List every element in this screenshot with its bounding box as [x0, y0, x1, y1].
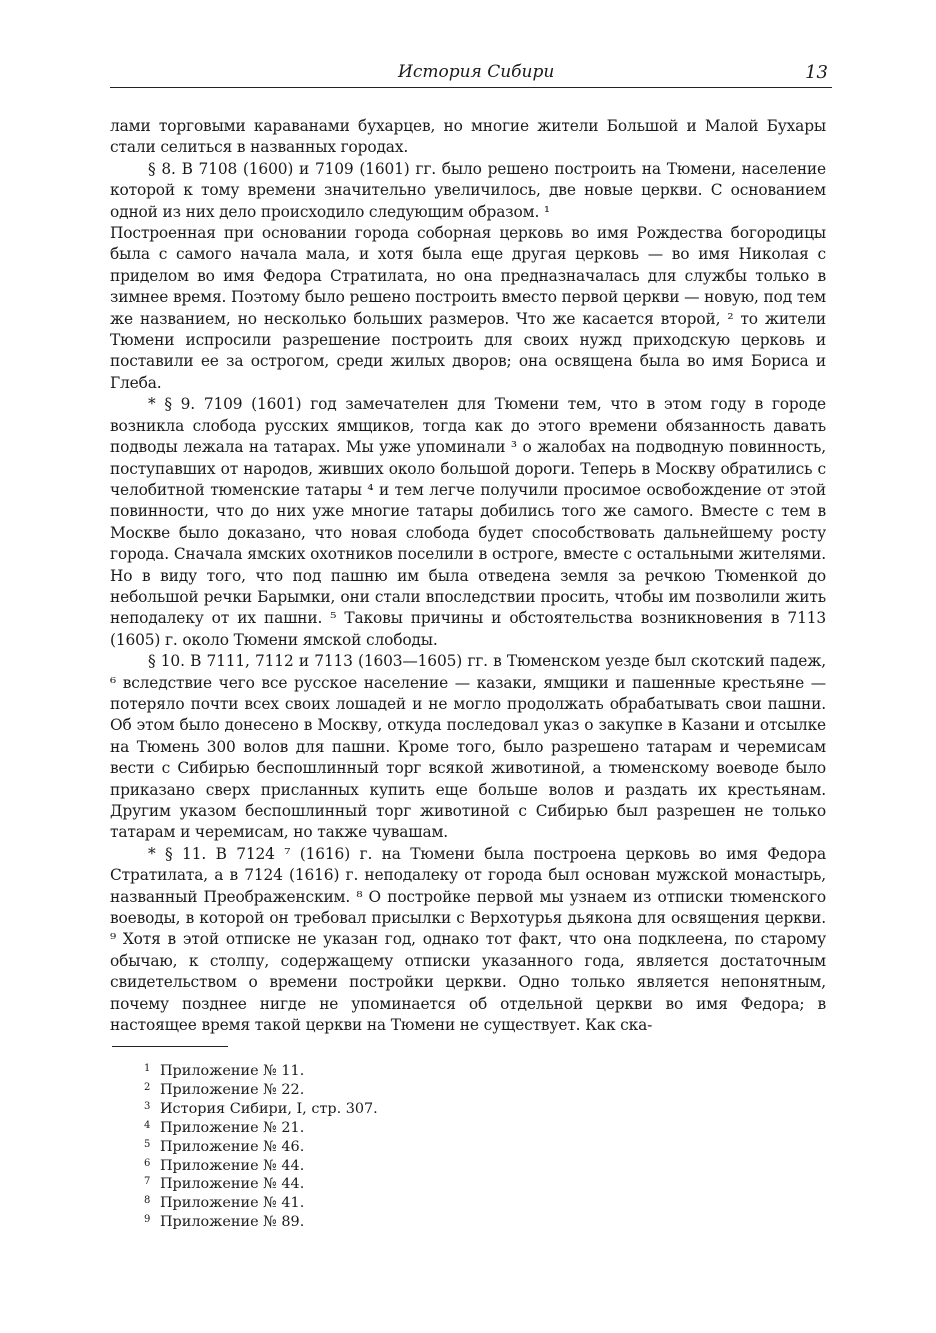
footnotes-list: [144, 1061, 378, 1231]
footnote-number: 8: [144, 1195, 151, 1207]
footnote-item: [144, 1193, 378, 1212]
running-header: [110, 58, 832, 88]
footnote-text: Приложение № 44.: [160, 1176, 305, 1193]
footnote-item: [144, 1212, 378, 1231]
footnote-item: [144, 1156, 378, 1175]
paragraph-section-9: * § 9. 7109 (1601) год замечателен для Тюмени тем, что в этом году в городе возникла слобода русских ямщиков, тогда как до этого времени обязанность давать подводы лежала на татарах. Мы уже упоминали ³ о жалобах на подводную повинность, поступавших от народов, живших около большой дороги. Теперь в Москву обратились с челобитной тюменские татары ⁴ и тем легче получили просимое освобождение от этой повинности, что до них уже многие татары добились того же самого. Вместе с тем в Москве было доказано, что новая слобода будет способствовать дальнейшему росту города. Сначала ямских охотников поселили в остроге, вместе с остальными жителями. Но в виду того, что под пашню им была отведена земля за речкою Тюменкой до небольшой речки Барымки, они стали впоследствии просить, чтобы им позволили жить неподалеку от их пашни. ⁵ Таковы причины и обстоятельства возникновения в 7113 (1605) г. около Тюмени ямской слободы.: [110, 395, 826, 649]
footnote-text: Приложение № 22.: [160, 1081, 305, 1098]
footnote-item: [144, 1174, 378, 1193]
footnote-item: [144, 1061, 378, 1080]
footnote-number: 6: [144, 1157, 151, 1169]
footnote-text: Приложение № 44.: [160, 1157, 305, 1174]
footnote-item: [144, 1118, 378, 1137]
paragraph-continuation: лами торговыми караванами бухарцев, но многие жители Большой и Малой Бухары стали селиться в названных городах.: [110, 117, 826, 157]
footnote-text: Приложение № 46.: [160, 1138, 305, 1155]
page-number: 13: [805, 62, 828, 83]
footnote-item: [144, 1137, 378, 1156]
footnote-number: 2: [144, 1081, 151, 1093]
footnote-text: История Сибири, I, стр. 307.: [160, 1100, 378, 1117]
footnote-number: 4: [144, 1119, 151, 1131]
footnote-item: [144, 1099, 378, 1118]
header-rule: [110, 87, 832, 88]
footnote-text: Приложение № 11.: [160, 1063, 305, 1079]
footnote-number: 3: [144, 1100, 151, 1112]
footnote-number: 1: [144, 1063, 151, 1074]
body-text: [110, 116, 826, 1036]
footnote-number: 5: [144, 1138, 151, 1150]
running-title: История Сибири: [398, 62, 555, 82]
footnote-text: Приложение № 41.: [160, 1195, 305, 1212]
footnote-text: Приложение № 21.: [160, 1119, 305, 1136]
footnote-item: [144, 1080, 378, 1099]
footnote-text: Приложение № 89.: [160, 1214, 305, 1231]
footnote-number: 7: [144, 1176, 151, 1188]
paragraph-section-8: § 8. В 7108 (1600) и 7109 (1601) гг. было решено построить на Тюмени, население которой к тому времени значительно увеличилось, две новые церкви. С основанием одной из них дело происходило следующим образом. ¹: [110, 159, 826, 221]
paragraph-section-8-cont: Построенная при основании города соборная церковь во имя Рождества богородицы была с самого начала мала, и хотя была еще другая церковь — во имя Николая с приделом во имя Федора Стратилата, но она предназначалась для службы только в зимнее время. Поэтому было решено построить вместо первой церкви — новую, под тем же названием, но несколько больших размеров. Что же касается второй, ² то жители Тюмени испросили разрешение построить для своих нужд приходскую церковь и поставили ее за острогом, среди жилых дворов; она освящена была во имя Бориса и Глеба.: [110, 224, 826, 392]
paragraph-section-11: * § 11. В 7124 ⁷ (1616) г. на Тюмени была построена церковь во имя Федора Стратилата, а в 7124 (1616) г. неподалеку от города был основан мужской монастырь, названный Преображенским. ⁸ О постройке первой мы узнаем из отписки тюменского воеводы, в которой он требовал присылки с Верхотурья дьякона для освящения церкви. ⁹ Хотя в этой отписке не указан год, однако тот факт, что она подклеена, по старому обычаю, к столпу, содержащему отписки указанного года, является достаточным свидетельством о времени постройки церкви. Одно только является непонятным, почему позднее нигде не упоминается об отдельной церкви во имя Федора; в настоящее время такой церкви на Тюмени не существует. Как ска-: [110, 844, 826, 1035]
paragraph-section-10: § 10. В 7111, 7112 и 7113 (1603—1605) гг. в Тюменском уезде был скотский падеж, ⁶ вследствие чего все русское население — казаки, ямщики и пашенные крестьяне — потеряло почти всех своих лошадей и не могло продолжать обрабатывать свои пашни. Об этом было донесено в Москву, откуда последовал указ о закупке в Казани и отсылке на Тюмень 300 волов для пашни. Кроме того, было разрешено татарам и черемисам вести с Сибирью беспошлинный торг всякой животиной, а тюменскому воеводе было приказано сверх присланных купить еще больше волов и раздать их крестьянам. Другим указом беспошлинный торг животиной с Сибирью был разрешен не только татарам и черемисам, но также чувашам.: [110, 652, 826, 842]
footnote-rule: [112, 1046, 228, 1047]
footnote-number: 9: [144, 1214, 151, 1226]
